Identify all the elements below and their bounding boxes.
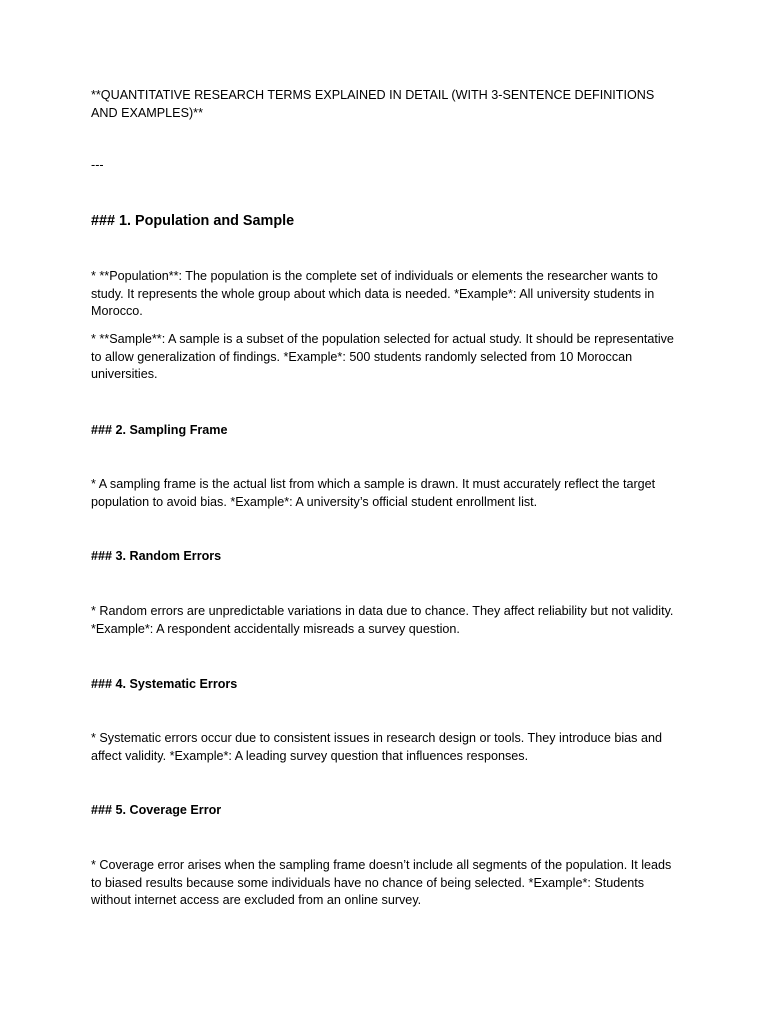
horizontal-divider: ---: [91, 158, 104, 172]
section-heading-sampling-frame: ### 2. Sampling Frame: [91, 423, 228, 437]
section-heading-systematic-errors: ### 4. Systematic Errors: [91, 677, 238, 691]
section-heading-random-errors: ### 3. Random Errors: [91, 549, 222, 563]
paragraph-sample: * **Sample**: A sample is a subset of the population selected for actual study. It should be representative to allow generalization of findings. *Example*: 500 students randomly selected from 10 Moroccan universities.: [91, 332, 674, 382]
section-heading-population-sample: ### 1. Population and Sample: [91, 213, 295, 229]
paragraph-population: * **Population**: The population is the complete set of individuals or elements the researcher wants to study. It represents the whole group about which data is needed. *Example*: All university students in Morocco.: [91, 269, 658, 319]
paragraph-systematic-errors: * Systematic errors occur due to consistent issues in research design or tools. They introduce bias and affect validity. *Example*: A leading survey question that influences responses.: [91, 731, 662, 763]
paragraph-random-errors: * Random errors are unpredictable variations in data due to chance. They affect reliability but not validity. *Example*: A respondent accidentally misreads a survey question.: [91, 604, 674, 636]
section-heading-coverage-error: ### 5. Coverage Error: [91, 803, 222, 817]
paragraph-coverage-error: * Coverage error arises when the sampling frame doesn’t include all segments of the population. It leads to biased results because some individuals have no chance of being selected. *Example*: Students without internet access are excluded from an online survey.: [91, 858, 672, 908]
paragraph-sampling-frame: * A sampling frame is the actual list from which a sample is drawn. It must accurately reflect the target population to avoid bias. *Example*: A university’s official student enrollment list.: [91, 477, 656, 509]
document-title: **QUANTITATIVE RESEARCH TERMS EXPLAINED IN DETAIL (WITH 3-SENTENCE DEFINITIONS AND EXAMPLES)**: [91, 88, 655, 120]
